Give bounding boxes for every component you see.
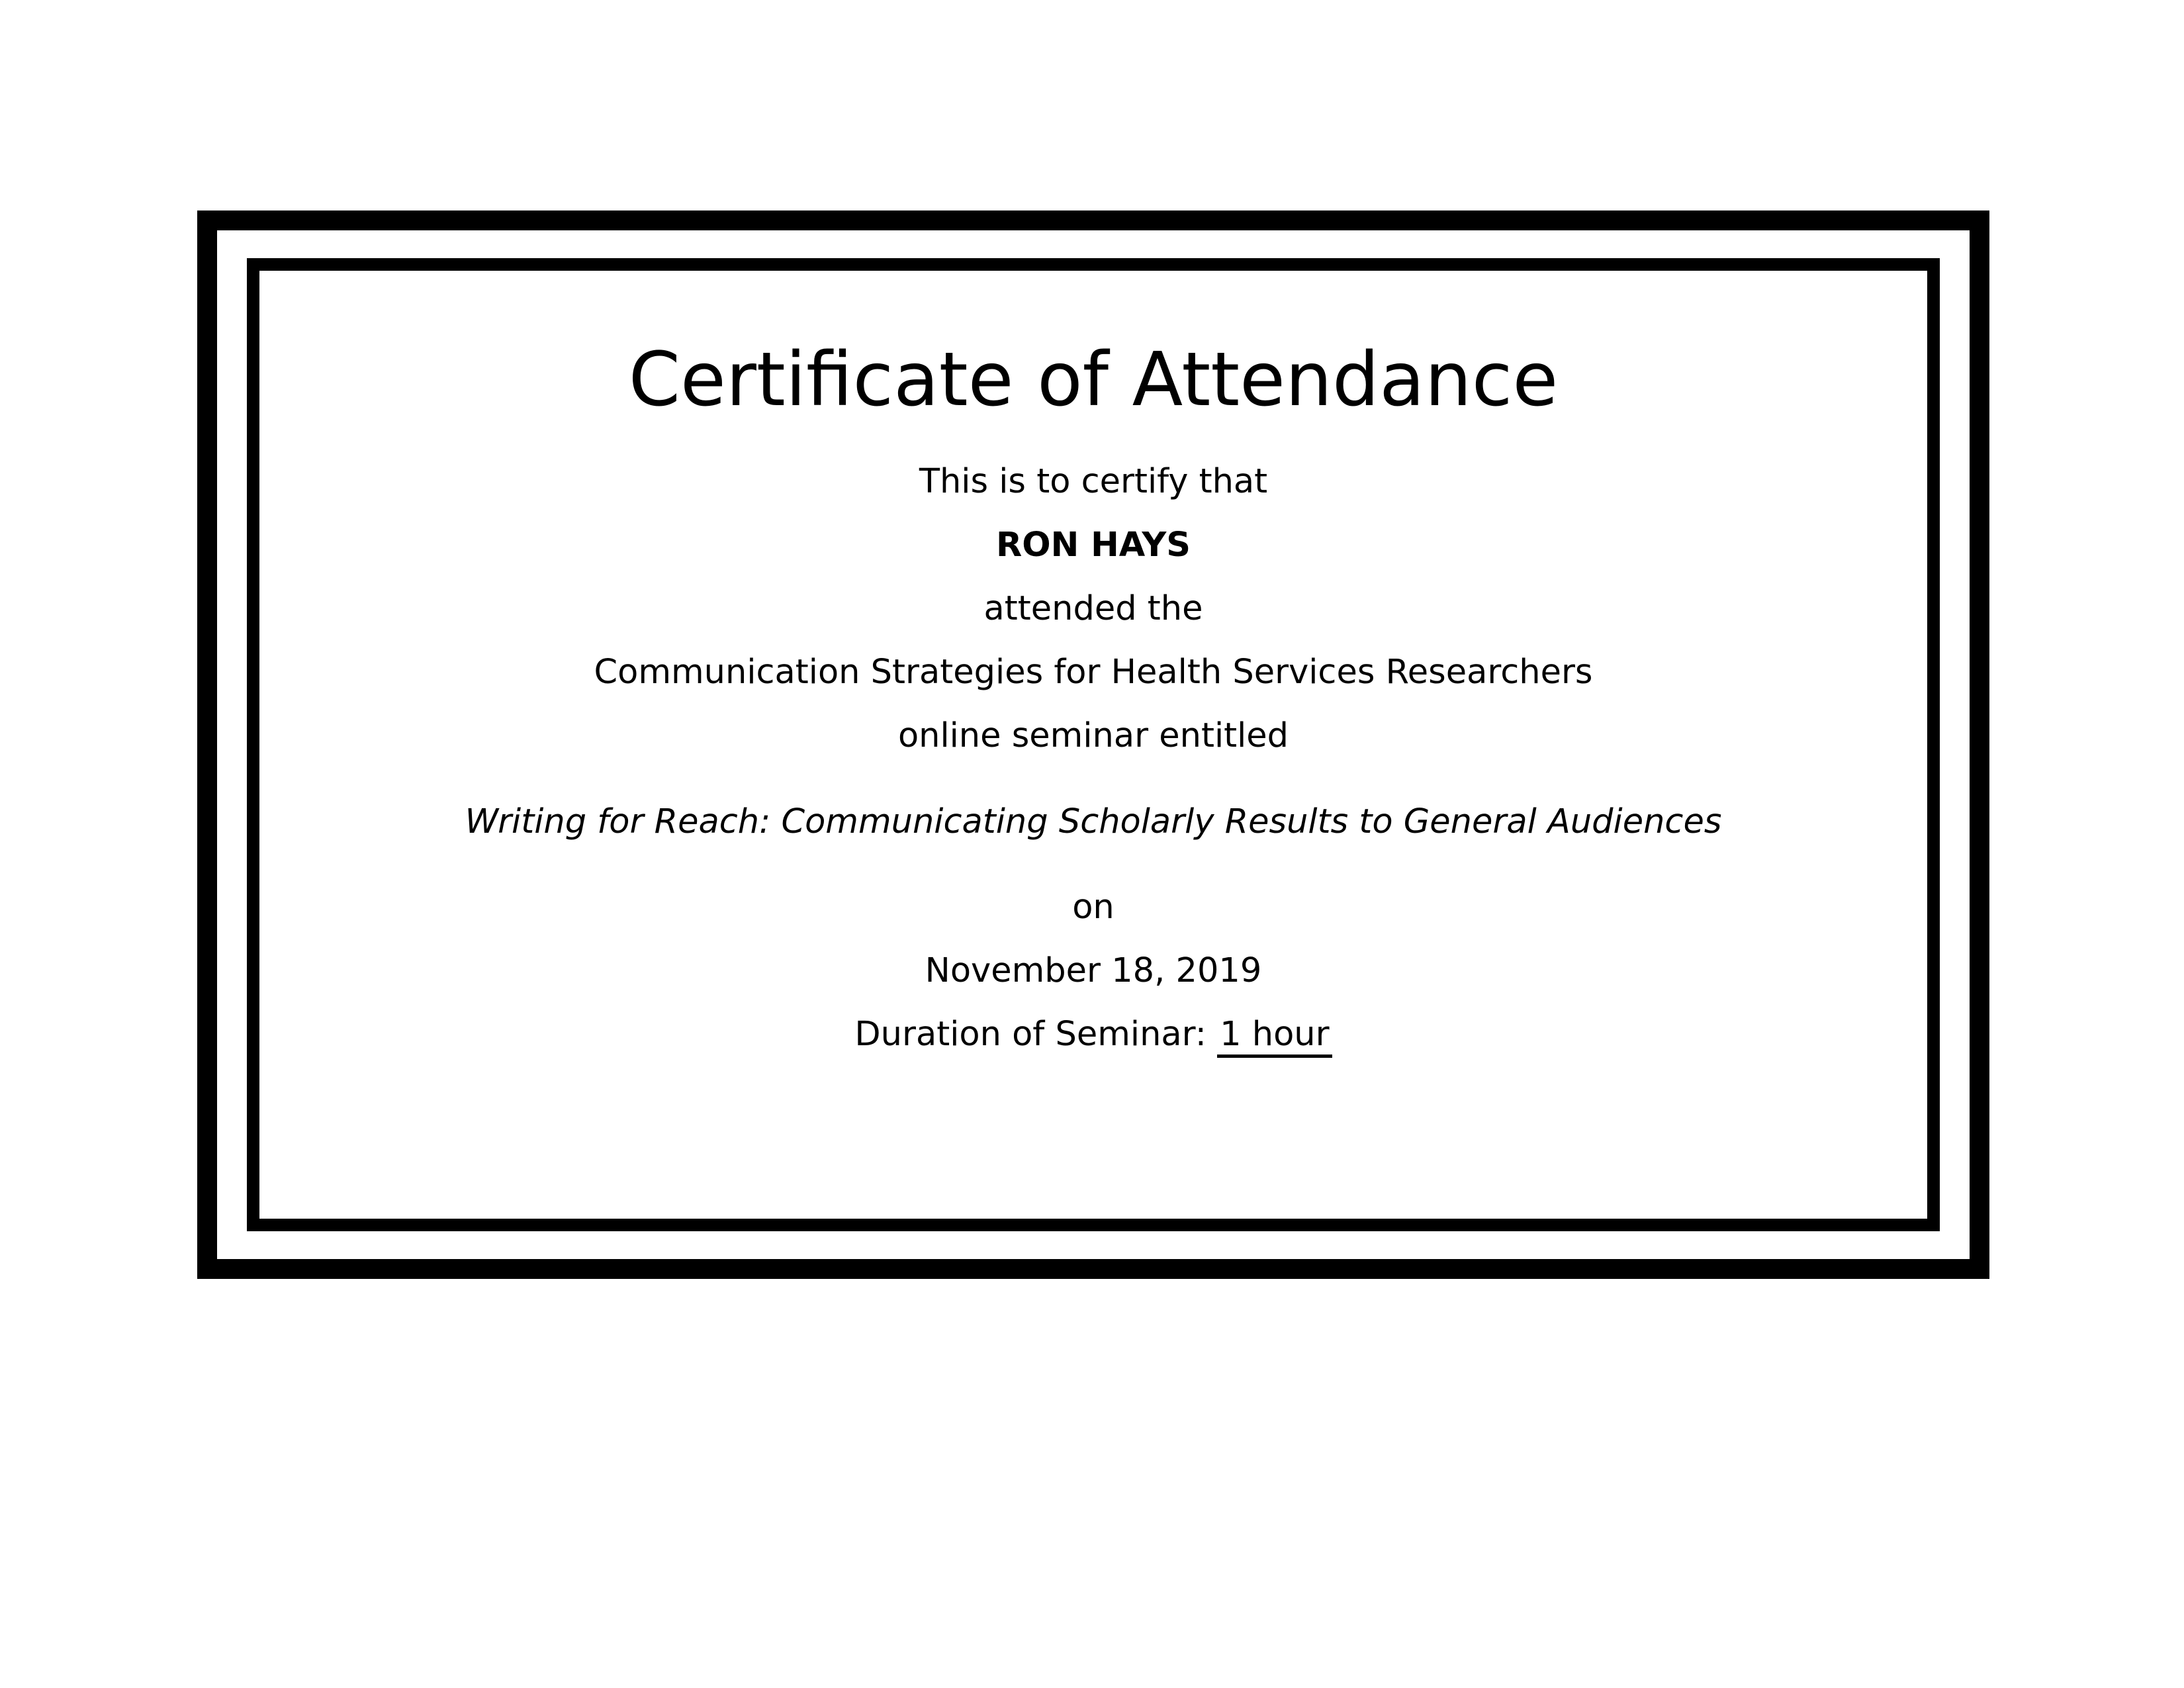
on-text: on [1072, 888, 1115, 927]
seminar-title: Writing for Reach: Communicating Scholarly Results to General Audiences [465, 802, 1722, 841]
program-name: Communication Strategies for Health Services Researchers [594, 653, 1593, 692]
duration-label: Duration of Seminar: [854, 1015, 1206, 1054]
certificate-title: Certificate of Attendance [628, 337, 1559, 423]
certify-text: This is to certify that [919, 462, 1268, 501]
certificate-inner-border [247, 258, 1940, 1231]
attendee-name: RON HAYS [996, 526, 1191, 565]
entitled-text: online seminar entitled [897, 716, 1289, 755]
attended-text: attended the [983, 589, 1203, 628]
duration-line [259, 1013, 1927, 1058]
certificate-content [259, 271, 1927, 1219]
duration-value: 1 hour [1217, 1015, 1332, 1058]
seminar-date: November 18, 2019 [925, 951, 1262, 990]
certificate-outer-border [197, 211, 1989, 1279]
